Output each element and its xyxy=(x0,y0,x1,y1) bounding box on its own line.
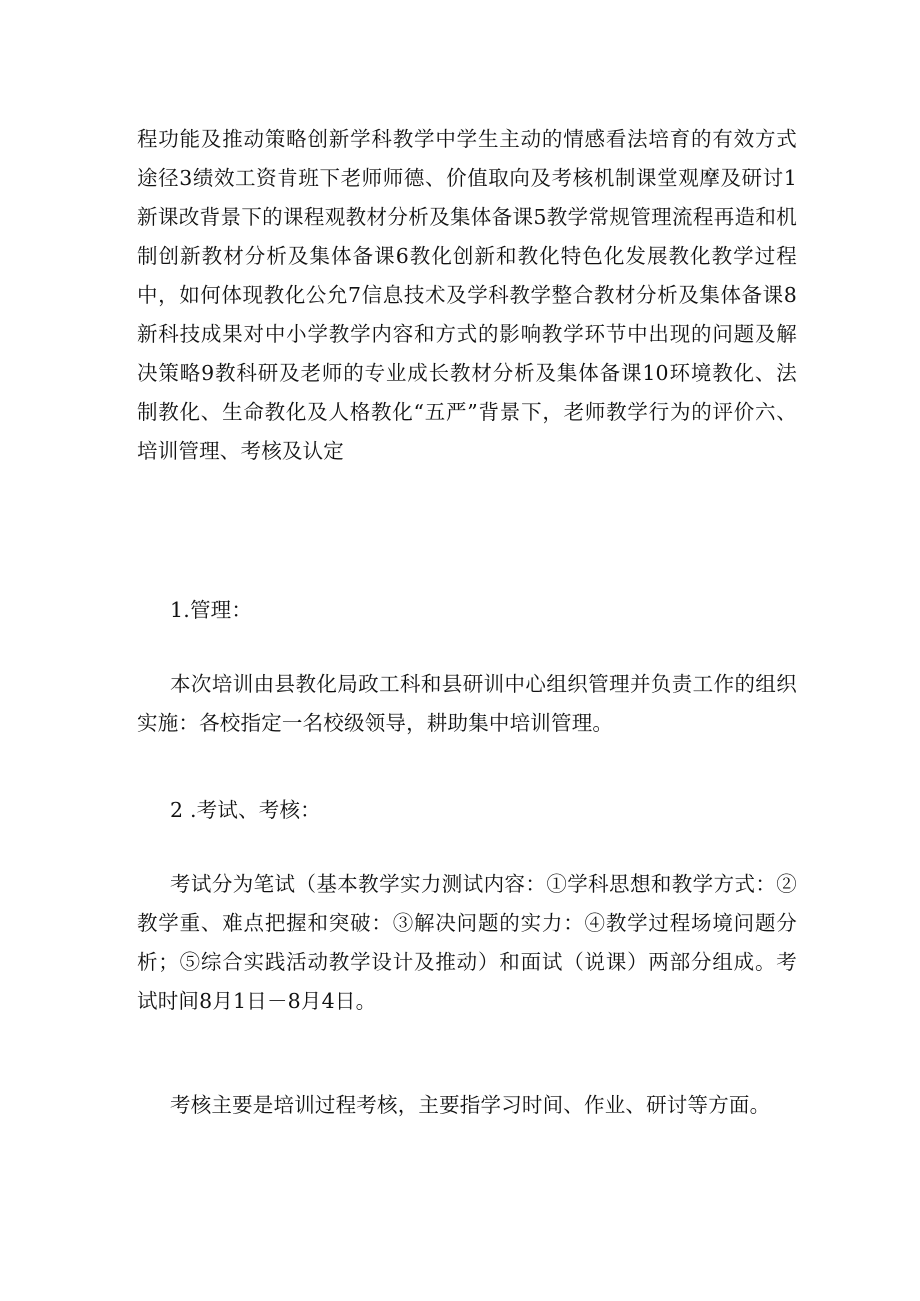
body-paragraph: 本次培训由县教化局政工科和县研训中心组织管理并负责工作的组织实施：各校指定一名校级领导，耕助集中培训管理。 xyxy=(137,672,797,735)
body-paragraph: 考试分为笔试（基本教学实力测试内容：①学科思想和教学方式：②教学重、难点把握和突破：③解决问题的实力：④教学过程场境问题分析；⑤综合实践活动教学设计及推动）和面试（说课）两部分组成。考试时间8月1日－8月4日。 xyxy=(137,872,797,1013)
section-heading-exam: 2 .考试、考核： xyxy=(170,798,321,822)
section-heading-management: 1.管理： xyxy=(170,598,253,622)
body-paragraph: 程功能及推动策略创新学科教学中学生主动的情感看法培育的有效方式途径3绩效工资肯班下老师师德、价值取向及考核机制课堂观摩及研讨1新课改背景下的课程观教材分析及集体备课5教学常规管理流程再造和机制创新教材分析及集体备课6教化创新和教化特色化发展教化教学过程中，如何体现教化公允7信息技术及学科教学整合教材分析及集体备课8新科技成果对中小学教学内容和方式的影响教学环节中出现的问题及解决策略9教科研及老师的专业成长教材分析及集体备课10环境教化、法制教化、生命教化及人格教化“五严”背景下，老师教学行为的评价六、培训管理、考核及认定 xyxy=(137,127,797,463)
body-paragraph: 考核主要是培训过程考核，主要指学习时间、作业、研讨等方面。 xyxy=(170,1093,771,1117)
